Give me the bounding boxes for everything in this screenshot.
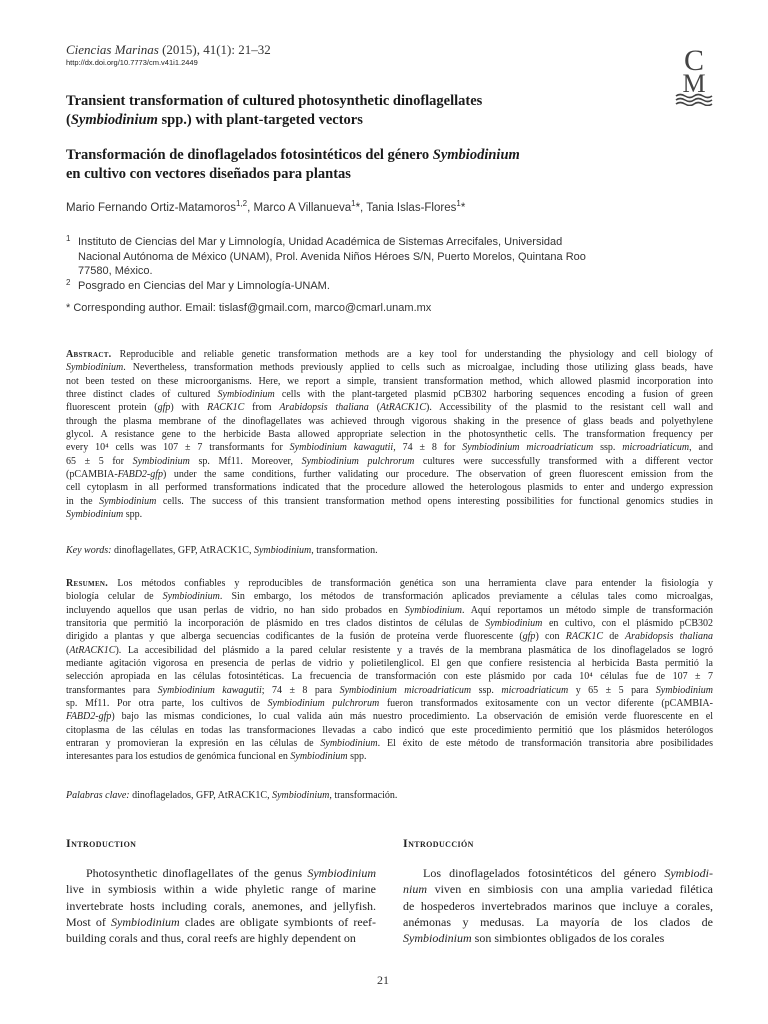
section-label: Abstract. <box>66 349 120 360</box>
title-es-line1: Transformación de dinoflagelados fotosintéticos del género Symbiodinium <box>66 147 520 163</box>
text-line: FABD2-gfp) bajo las mismas condiciones, lo cual valida aún más nuestro procedimiento. La observación de emisión verde fluorescente en el <box>66 711 713 723</box>
text-line: sp. Mf11. Por otra parte, los cultivos de Symbiodinium pulchrorum fueron transformados exitosamente con un vector diferente (pCAMBIA- <box>66 698 713 710</box>
author-list: Mario Fernando Ortiz-Matamoros$^{1,2}$, Marco A Villanueva$^1$*, Tania Islas-Flores$^1$* <box>66 199 466 214</box>
text-line: every 10⁴ cells was 107 ± 7 transformants for Symbiodinium kawagutii, 74 ± 8 for Symbiodinium microadriaticum ssp. microadriaticum, and <box>66 442 713 454</box>
text-line: transformantes para Symbiodinium kawagutii; 74 ± 8 para Symbiodinium microadriaticum ssp. microadriaticum y 65 ± 5 para Symbiodinium <box>66 684 713 696</box>
author-name: Mario Fernando Ortiz-Matamoros <box>66 201 236 214</box>
text-line: cell cytoplasm in all performed transformations indicated that the procedure allowed the heterologous plasmids to enter and undergo expression <box>66 482 713 494</box>
text-line: anémonas y medusas. La mayoría de los clados de <box>403 914 713 929</box>
title-en-line2: (Symbiodinium spp.) with plant-targeted vectors <box>66 112 363 128</box>
title-en-line1: Transient transformation of cultured photosynthetic dinoflagellates <box>66 93 483 109</box>
text-line: interesantes para los estudios de genómica funcional en Symbiodinium spp. <box>66 751 367 763</box>
text-line: building corals and thus, coral reefs are highly dependent on <box>66 931 356 946</box>
title-english <box>66 92 666 130</box>
logo-wave-3 <box>676 103 712 106</box>
text-line: invertebrate hosts including corals, anemones, and jellyfish. <box>66 898 376 913</box>
affiliation-2 <box>66 279 598 294</box>
author-affiliation-mark: 1,2 <box>236 199 248 208</box>
text-line: through the plasma membrane of the dinoflagellates was achieved through vigorous shaking in the presence of glass beads and polyethylene <box>66 415 713 427</box>
abstract-paragraph <box>66 348 713 521</box>
text-line: in the Symbiodinium cells. The success of this transient transformation method opens interesting possibilities for functional genomics studies in <box>66 495 713 507</box>
introduccion-spanish-text <box>403 865 713 946</box>
text-line: Most of Symbiodinium clades are obligate symbionts of reef- <box>66 914 377 929</box>
text-line: Resumen. Los métodos confiables y reproducibles de transformación genética son una herramienta clave para entender la fisiología y <box>66 578 714 589</box>
logo-wave-2 <box>676 99 712 102</box>
text-line: 65 ± 5 for Symbiodinium sp. Mf11. Moreover, Symbiodinium pulchrorum cultures were successfully transformed with a different vector <box>66 455 713 467</box>
text-line: Symbiodinium spp. <box>66 509 143 521</box>
title-es-line2: en cultivo con vectores diseñados para plantas <box>66 166 351 182</box>
affiliation-1 <box>66 235 598 279</box>
palabras-clave: Palabras clave: dinoflagelados, GFP, AtRACK1C, Symbiodinium, transformación. <box>66 790 398 801</box>
affiliation-number: 2 <box>66 278 71 287</box>
text-line: entraran y promovieran la expresión en las células de Symbiodinium. El éxito de este método de transformación transitoria abre posibilidades <box>66 738 713 750</box>
journal-name: Ciencias Marinas <box>66 42 159 57</box>
text-line: (pCAMBIA-FABD2-gfp) under the same conditions, further validating our procedure. The observation of green fluorescent emission from the <box>66 469 713 481</box>
journal-volume: (2015), 41(1): 21–32 <box>158 42 271 57</box>
text-line: Symbiodinium. Nevertheless, transformation methods previously applied to cells such as microalgae, including those utilizing glass beads, have <box>66 362 713 374</box>
text-line: fluorescent protein (gfp) with RACK1C from Arabidopsis thaliana (AtRACK1C). Accessibility of the plasmid to the resistant cell wall and <box>66 402 713 414</box>
section-label: Resumen. <box>66 578 118 589</box>
text-line: glycol. A resistance gene to the herbicide Basta allowed appropriate selection in the photosynthetic cells. The transformation frequency per <box>66 429 713 441</box>
text-line: (AtRACK1C). La accesibilidad del plásmido a la pared celular resistente y a través de la membrana plasmática de los dinoflagelados se logró <box>66 644 713 656</box>
resumen-paragraph <box>66 577 713 764</box>
text-line: live in symbiosis within a wide phyletic range of marine <box>66 882 376 897</box>
text-line: nium viven en simbiosis con una amplia variedad filética <box>403 882 713 897</box>
text-line: not been tested on these microorganisms. Here, we report a simple, transient transformation method, which allowed plasmid incorporation into <box>66 375 713 387</box>
cm-journal-logo <box>672 44 716 106</box>
affiliation-text: Posgrado en Ciencias del Mar y Limnología-UNAM. <box>78 280 330 292</box>
text-line: de hospederos invertebrados marinos que incluye a corales, <box>403 898 713 913</box>
journal-citation <box>66 42 271 58</box>
keywords: Key words: dinoflagellates, GFP, AtRACK1C, Symbiodinium, transformation. <box>66 545 378 556</box>
text-line: three distinct clades of cultured Symbiodinium cells with the plant-targeted plasmid pCB302 harboring sequences encoding a fusion of green <box>66 389 713 401</box>
affiliation-text: Instituto de Ciencias del Mar y Limnología, Unidad Académica de Sistemas Arrecifales, Universidad Nacional Autónoma de México (UNAM), Prol. Avenida Niños Héroes S/N, Puerto Morelos, Quintana Roo 77580, México. <box>78 236 586 277</box>
text-line: incluyendo aquellos que usan perlas de vidrio, no han sido probados en Symbiodinium. Aquí reportamos un método simple de transformación <box>66 604 713 616</box>
text-line: biología celular de Symbiodinium. Sin embargo, los métodos de transformación aplicados previamente a células tales como microalgas, <box>66 591 713 603</box>
author-name: Marco A Villanueva <box>253 201 352 214</box>
text-line: Photosynthetic dinoflagellates of the genus Symbiodinium <box>86 866 376 880</box>
text-line: Los dinoflagelados fotosintéticos del género Symbiodi- <box>423 866 713 880</box>
introduction-english-text <box>66 865 376 946</box>
doi-link[interactable]: http://dx.doi.org/10.7773/cm.v41i1.2449 <box>66 58 198 67</box>
text-line: mediante agitación vigorosa en presencia de perlas de vidrio y polietilenglicol. El gen que confiere resistencia al herbicida Basta permitió la <box>66 658 713 670</box>
text-line: selección apropiada en las células fotosintéticas. La frecuencia de transformación con este plásmido por cada 10⁴ células fue de 107 ± 7 <box>66 671 713 683</box>
text-line: dirigido a plantas y que alberga secuencias codificantes de la fusión de proteína verde fluorescente (gfp) con RACK1C de Arabidopsis thaliana <box>66 631 713 643</box>
logo-letter-m: M <box>682 69 706 98</box>
heading-introduction: Introduction <box>66 836 137 850</box>
author-name: Tania Islas-Flores <box>366 201 457 214</box>
corresponding-author: * Corresponding author. Email: tislasf@gmail.com, marco@cmarl.unam.mx <box>66 302 432 314</box>
affiliation-number: 1 <box>66 234 71 243</box>
logo-letter-c: C <box>683 44 705 77</box>
author-affiliation-mark: 1 <box>351 199 356 208</box>
text-line: Symbiodinium son simbiontes obligados de los corales <box>403 931 665 946</box>
title-spanish <box>66 146 666 184</box>
author-affiliation-mark: 1 <box>456 199 461 208</box>
text-line: transitoria que permitió la incorporación de plásmido en tres clados distintos de células de Symbiodinium en cultivo, con el plásmido pCB302 <box>66 618 713 630</box>
page-number: 21 <box>377 973 389 987</box>
text-line: Abstract. Reproducible and reliable genetic transformation methods are a key tool for understanding the physiology and cell biology of <box>66 349 713 360</box>
heading-introduccion: Introducción <box>403 836 474 850</box>
text-line: citoplasma de las células en todas las transformaciones llevadas a cabo indicó que este procedimiento permitió que los plásmidos heterólogos <box>66 724 713 736</box>
